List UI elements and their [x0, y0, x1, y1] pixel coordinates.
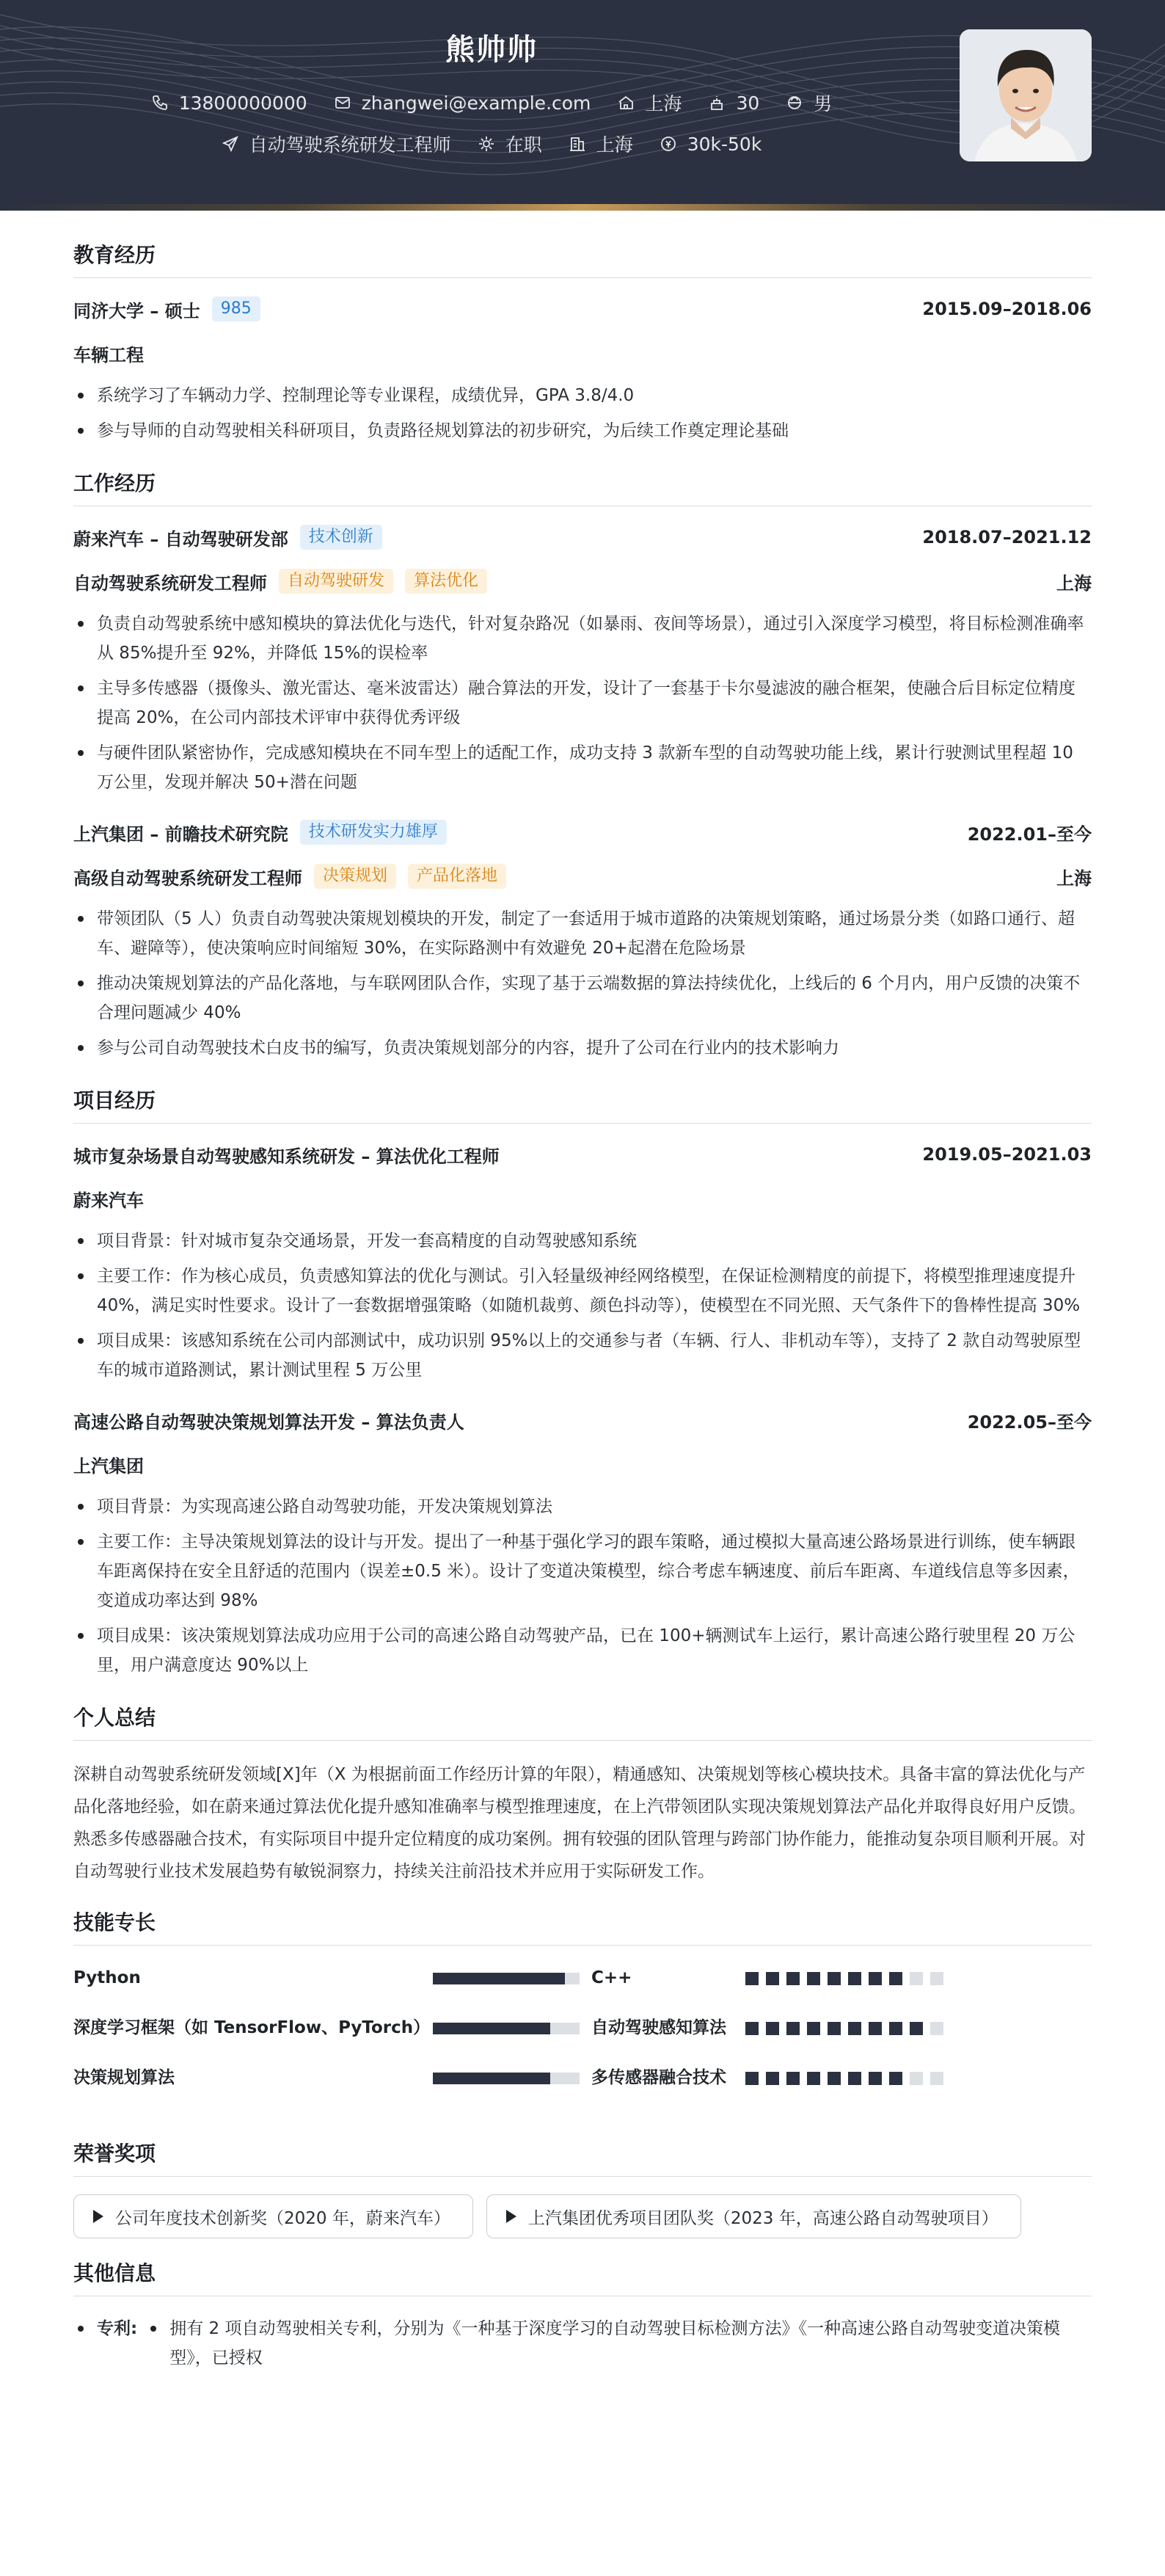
status-icon	[478, 135, 495, 153]
role-tag: 算法优化	[405, 569, 487, 594]
list-item: 推动决策规划算法的产品化落地，与车联网团队合作，实现了基于云端数据的算法持续优化，上线后的 6 个月内，用户反馈的决策不合理问题减少 40%	[73, 969, 1092, 1027]
job-intent-row	[0, 131, 983, 157]
skill-level-block	[745, 2022, 759, 2035]
patent-label: 专利:	[73, 2314, 137, 2373]
role-tag: 自动驾驶研发	[279, 569, 393, 594]
role-tag: 产品化落地	[408, 864, 506, 889]
city-text: 上海	[645, 93, 682, 114]
work-bullets	[73, 609, 1092, 797]
work-section	[73, 467, 1092, 1063]
skill-level-block	[848, 1972, 861, 1985]
phone-text: 13800000000	[178, 92, 307, 114]
company-tag: 技术研发实力雄厚	[300, 820, 447, 845]
header-accent-bar	[0, 204, 1165, 211]
skill-name: 深度学习框架（如 TensorFlow、PyTorch）	[73, 2018, 431, 2037]
skill-level-block	[848, 2072, 861, 2085]
skill-level-block	[807, 2022, 820, 2035]
education-section	[73, 239, 1092, 445]
send-icon	[222, 135, 239, 153]
skill-level-block	[869, 1972, 882, 1985]
summary-section	[73, 1702, 1092, 1888]
education-bullets	[73, 381, 1092, 445]
project-date: 2019.05–2021.03	[922, 1144, 1092, 1165]
job-title-item	[222, 131, 451, 157]
role-name: 高级自动驾驶系统研发工程师	[73, 867, 302, 889]
skill-level-block	[930, 2022, 943, 2035]
skill-level-block	[869, 2072, 882, 2085]
money-icon	[660, 135, 677, 153]
building-icon	[569, 135, 586, 153]
email-item	[334, 92, 591, 114]
triangle-bullet-icon	[506, 2210, 516, 2223]
skill-level-block	[889, 2022, 902, 2035]
list-item: 项目背景：针对城市复杂交通场景，开发一套高精度的自动驾驶感知系统	[73, 1226, 1092, 1256]
project-date: 2022.05–至今	[967, 1411, 1092, 1433]
city-item	[617, 90, 682, 116]
skill-level-block	[930, 1972, 943, 1985]
gender-item	[786, 90, 832, 116]
section-title: 工作经历	[73, 467, 1092, 506]
triangle-bullet-icon	[93, 2210, 103, 2223]
major-name: 车辆工程	[73, 344, 144, 365]
work-location: 上海	[1056, 867, 1092, 889]
other-section	[73, 2257, 1092, 2373]
skill-level-fill	[433, 2023, 550, 2034]
list-item: 项目成果：该感知系统在公司内部测试中，成功识别 95%以上的交通参与者（车辆、行人、非机动车等），支持了 2 款自动驾驶原型车的城市道路测试，累计测试里程 5 万公里	[73, 1326, 1092, 1385]
work-city-text: 上海	[596, 134, 633, 156]
skill-level-block	[889, 1972, 902, 1985]
section-title: 其他信息	[73, 2257, 1092, 2296]
awards-section	[73, 2138, 1092, 2238]
company-name: 上汽集团 – 前瞻技术研究院	[73, 823, 288, 845]
project-name: 高速公路自动驾驶决策规划算法开发 – 算法负责人	[73, 1411, 464, 1433]
salary-item	[660, 134, 762, 155]
skill-name: C++	[591, 1968, 632, 1987]
project-org: 上汽集团	[73, 1455, 144, 1477]
work-location: 上海	[1056, 572, 1092, 594]
status-text: 在职	[505, 134, 542, 156]
project-entry	[73, 1141, 1092, 1385]
skill-level-blocks	[745, 1972, 951, 1985]
list-item: 主要工作：主导决策规划算法的设计与开发。提出了一种基于强化学习的跟车策略，通过模拟大量高速公路场景进行训练，使车辆跟车距离保持在安全且舒适的范围内（误差±0.5 米）。设计了变道决策模型，综合考虑车辆速度、前后车距离、车道线信息等多因素，变道成功率达到 98%	[73, 1527, 1092, 1615]
age-icon	[708, 94, 726, 112]
company-name: 蔚来汽车 – 自动驾驶研发部	[73, 528, 288, 550]
skill-level-bar	[433, 1973, 580, 1984]
skill-row	[73, 2063, 1092, 2092]
skill-level-block	[828, 2072, 841, 2085]
project-org: 蔚来汽车	[73, 1190, 144, 1211]
project-bullets	[73, 1226, 1092, 1385]
skill-name: Python	[73, 1968, 141, 1987]
work-city-item	[569, 131, 633, 157]
phone-item	[151, 92, 307, 114]
skill-level-block	[889, 2072, 902, 2085]
section-title: 个人总结	[73, 1702, 1092, 1741]
work-entry	[73, 524, 1092, 797]
phone-icon	[151, 94, 169, 112]
list-item: 主要工作：作为核心成员，负责感知算法的优化与测试。引入轻量级神经网络模型，在保证检测精度的前提下，将模型推理速度提升 40%，满足实时性要求。设计了一套数据增强策略（如随机裁剪、颜色抖动等），使模型在不同光照、天气条件下的鲁棒性提高 30%	[73, 1262, 1092, 1320]
skill-name: 多传感器融合技术	[591, 2068, 726, 2087]
work-date: 2022.01–至今	[967, 823, 1092, 845]
patent-text: 拥有 2 项自动驾驶相关专利，分别为《一种基于深度学习的自动驾驶目标检测方法》《一种高速公路自动驾驶变道决策模型》，已授权	[146, 2314, 1092, 2373]
email-text: zhangwei@example.com	[361, 92, 591, 114]
skill-level-fill	[433, 1973, 565, 1984]
skill-level-block	[766, 2072, 779, 2085]
award-text: 公司年度技术创新奖（2020 年，蔚来汽车）	[115, 2208, 450, 2228]
list-item: 与硬件团队紧密协作，完成感知模块在不同车型上的适配工作，成功支持 3 款新车型的自动驾驶功能上线，累计行驶测试里程超 10 万公里，发现并解决 50+潜在问题	[73, 738, 1092, 797]
skill-level-block	[869, 2022, 882, 2035]
skills-grid	[73, 1963, 1092, 2119]
age-text: 30	[736, 92, 760, 114]
list-item: 参与导师的自动驾驶相关科研项目，负责路径规划算法的初步研究，为后续工作奠定理论基础	[73, 416, 1092, 445]
skill-level-block	[807, 2072, 820, 2085]
resume-body	[73, 220, 1092, 2373]
skill-level-block	[848, 2022, 861, 2035]
award-text: 上汽集团优秀项目团队奖（2023 年，高速公路自动驾驶项目）	[527, 2208, 998, 2228]
school-tag: 985	[212, 296, 260, 321]
award-item	[73, 2194, 473, 2238]
skill-level-block	[828, 1972, 841, 1985]
skill-level-block	[807, 1972, 820, 1985]
skill-name: 自动驾驶感知算法	[591, 2018, 726, 2037]
skill-level-block	[766, 2022, 779, 2035]
projects-section	[73, 1085, 1092, 1680]
skill-level-blocks	[745, 2022, 951, 2035]
skill-level-block	[766, 1972, 779, 1985]
age-item	[708, 92, 759, 114]
skill-level-block	[910, 2072, 923, 2085]
work-entry	[73, 819, 1092, 1063]
skill-level-block	[786, 2022, 800, 2035]
resume-header	[0, 0, 1165, 204]
contact-row	[0, 90, 983, 116]
patent-row	[73, 2314, 1092, 2373]
skill-level-block	[745, 1972, 759, 1985]
summary-text: 深耕自动驾驶系统研发领域[X]年（X 为根据前面工作经历计算的年限），精通感知、决策规划等核心模块技术。具备丰富的算法优化与产品化落地经验，如在蔚来通过算法优化提升感知准确率与模型推理速度，在上汽带领团队实现决策规划算法产品化并取得良好用户反馈。熟悉多传感器融合技术，有实际项目中提升定位精度的成功案例。拥有较强的团队管理与跨部门协作能力，能推动复杂项目顺利开展。对自动驾驶行业技术发展趋势有敏锐洞察力，持续关注前沿技术并应用于实际研发工作。	[73, 1765, 1086, 1881]
gender-text: 男	[814, 93, 833, 114]
status-item	[478, 131, 542, 157]
list-item: 参与公司自动驾驶技术白皮书的编写，负责决策规划部分的内容，提升了公司在行业内的技术影响力	[73, 1033, 1092, 1063]
role-name: 自动驾驶系统研发工程师	[73, 572, 267, 594]
skill-level-block	[910, 2022, 923, 2035]
job-title-text: 自动驾驶系统研发工程师	[249, 134, 451, 156]
list-item: 系统学习了车辆动力学、控制理论等专业课程，成绩优异，GPA 3.8/4.0	[73, 381, 1092, 410]
avatar-portrait	[960, 29, 1092, 161]
list-item: 带领团队（5 人）负责自动驾驶决策规划模块的开发，制定了一套适用于城市道路的决策规划策略，通过场景分类（如路口通行、超车、避障等），使决策响应时间缩短 30%，在实际路测中有效避免 20+起潜在危险场景	[73, 904, 1092, 963]
section-title: 技能专长	[73, 1907, 1092, 1946]
gender-icon	[786, 94, 803, 112]
section-title: 项目经历	[73, 1085, 1092, 1124]
role-tag: 决策规划	[314, 864, 396, 889]
skill-level-blocks	[745, 2072, 951, 2085]
project-entry	[73, 1407, 1092, 1680]
skill-level-block	[745, 2072, 759, 2085]
skill-row	[73, 1963, 1092, 1993]
mail-icon	[334, 94, 351, 112]
skill-level-block	[910, 1972, 923, 1985]
skill-level-block	[786, 2072, 800, 2085]
skill-level-bar	[433, 2073, 580, 2084]
list-item: 项目成果：该决策规划算法成功应用于公司的高速公路自动驾驶产品，已在 100+辆测试车上运行，累计高速公路行驶里程 20 万公里，用户满意度达 90%以上	[73, 1621, 1092, 1680]
project-bullets	[73, 1492, 1092, 1680]
list-item: 主导多传感器（摄像头、激光雷达、毫米波雷达）融合算法的开发，设计了一套基于卡尔曼滤波的融合框架，使融合后目标定位精度提高 20%，在公司内部技术评审中获得优秀评级	[73, 674, 1092, 732]
list-item: 项目背景：为实现高速公路自动驾驶功能，开发决策规划算法	[73, 1492, 1092, 1521]
education-entry	[73, 296, 1092, 445]
skill-row	[73, 2013, 1092, 2042]
awards-list	[73, 2194, 1092, 2238]
section-title: 荣誉奖项	[73, 2138, 1092, 2177]
skill-level-block	[828, 2022, 841, 2035]
home-icon	[617, 94, 635, 112]
salary-text: 30k-50k	[687, 133, 762, 155]
list-item: 负责自动驾驶系统中感知模块的算法优化与迭代，针对复杂路况（如暴雨、夜间等场景），通过引入深度学习模型，将目标检测准确率从 85%提升至 92%，并降低 15%的误检率	[73, 609, 1092, 668]
school-name: 同济大学 – 硕士	[73, 300, 200, 321]
company-tag: 技术创新	[300, 525, 382, 550]
avatar	[960, 29, 1092, 161]
work-bullets	[73, 904, 1092, 1063]
candidate-name: 熊帅帅	[445, 33, 538, 67]
project-name: 城市复杂场景自动驾驶感知系统研发 – 算法优化工程师	[73, 1146, 500, 1167]
skill-level-block	[930, 2072, 943, 2085]
skill-level-fill	[433, 2073, 550, 2084]
skills-section	[73, 1907, 1092, 2119]
award-item	[486, 2194, 1021, 2238]
skill-name: 决策规划算法	[73, 2068, 175, 2087]
education-date: 2015.09–2018.06	[922, 299, 1092, 319]
work-date: 2018.07–2021.12	[922, 527, 1092, 547]
skill-level-block	[786, 1972, 800, 1985]
section-title: 教育经历	[73, 239, 1092, 278]
skill-level-bar	[433, 2023, 580, 2034]
